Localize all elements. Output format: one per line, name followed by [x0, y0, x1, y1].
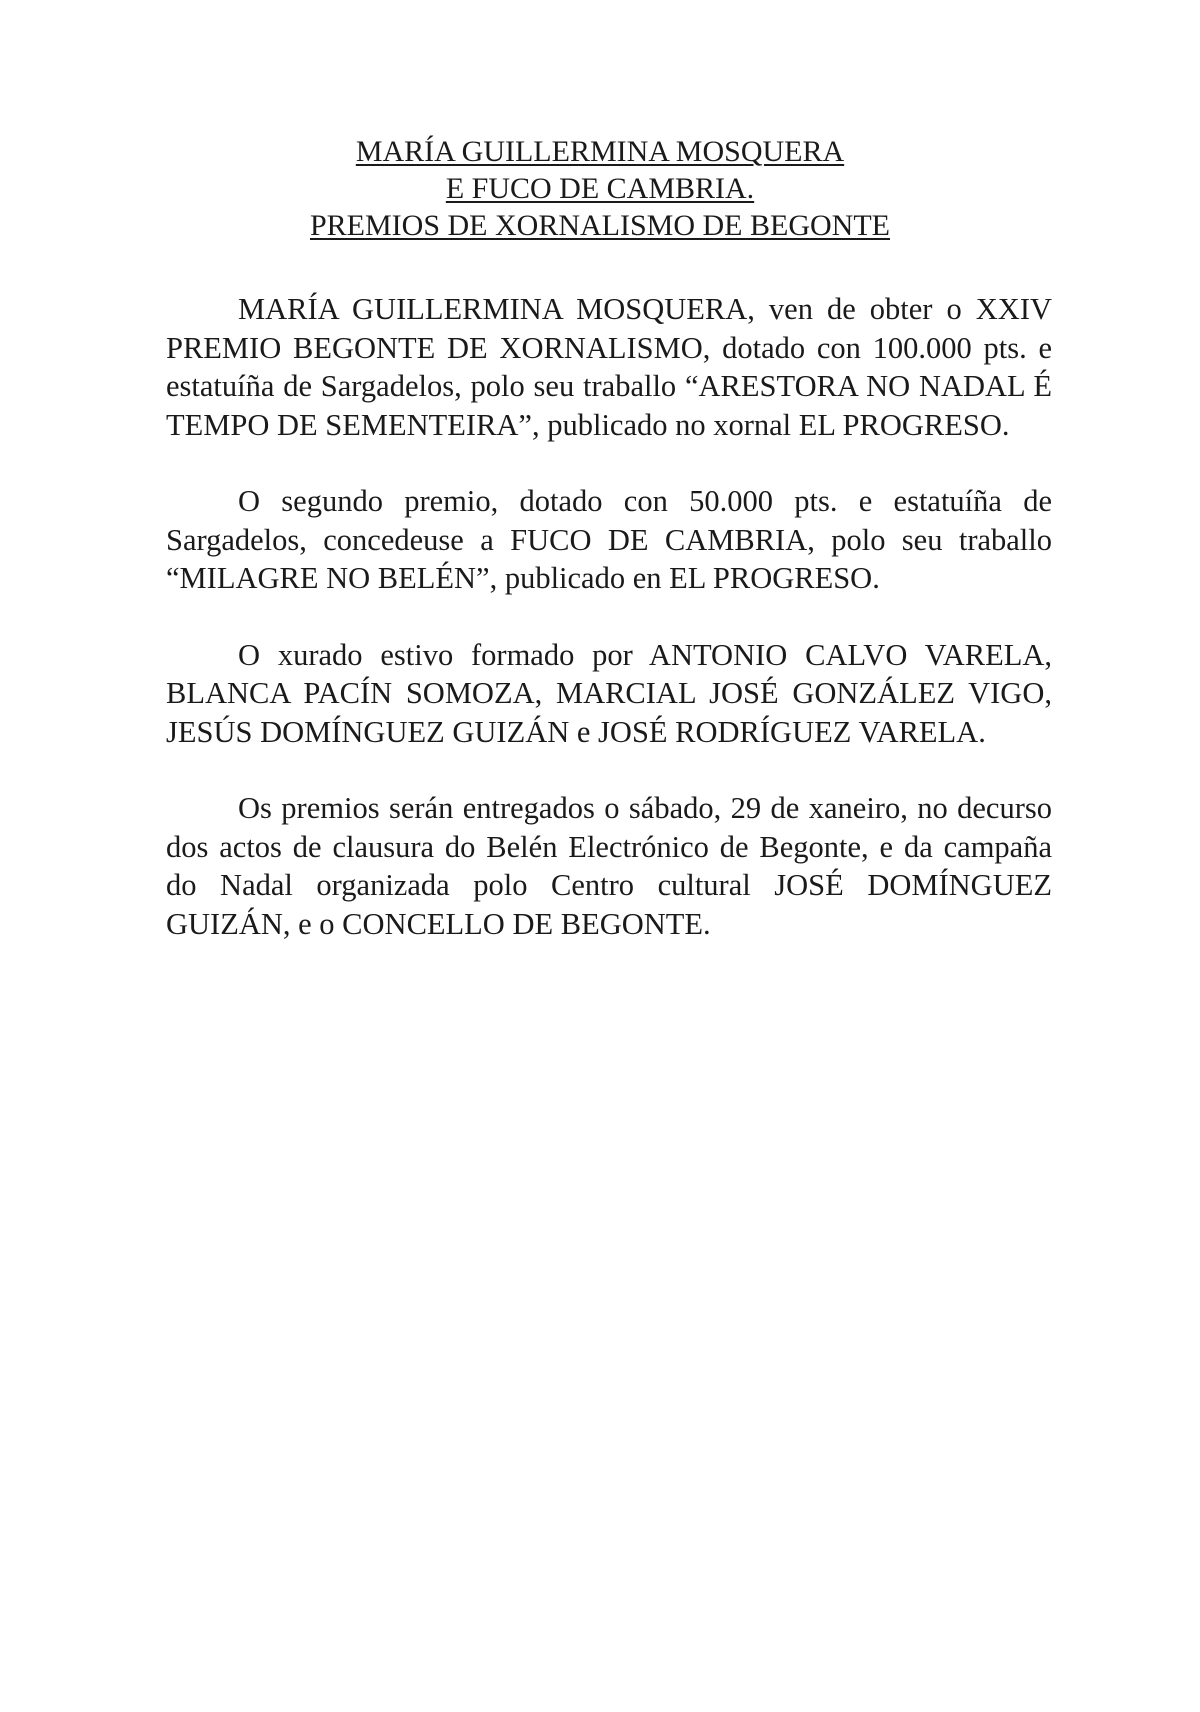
title-line-2: E FUCO DE CAMBRIA.	[445, 172, 755, 205]
document-body	[166, 290, 1052, 981]
document-title	[0, 133, 1200, 244]
title-line-1: MARÍA GUILLERMINA MOSQUERA	[355, 135, 845, 168]
paragraph-first-prize: MARÍA GUILLERMINA MOSQUERA, ven de obter o XXIV PREMIO BEGONTE DE XORNALISMO, dotado con 100.000 pts. e estatuíña de Sargadelos, polo seu traballo “ARESTORA NO NADAL É TEMPO DE SEMENTEIRA”, publicado no xornal EL PROGRESO.	[166, 292, 1052, 442]
paragraph-jury: O xurado estivo formado por ANTONIO CALVO VARELA, BLANCA PACÍN SOMOZA, MARCIAL JOSÉ GONZÁLEZ VIGO, JESÚS DOMÍNGUEZ GUIZÁN e JOSÉ RODRÍGUEZ VARELA.	[166, 637, 1052, 749]
title-line-3: PREMIOS DE XORNALISMO DE BEGONTE	[309, 209, 890, 242]
paragraph-second-prize: O segundo premio, dotado con 50.000 pts. e estatuíña de Sargadelos, concedeuse a FUCO DE CAMBRIA, polo seu traballo “MILAGRE NO BELÉN”, publicado en EL PROGRESO.	[166, 484, 1052, 595]
paragraph-ceremony: Os premios serán entregados o sábado, 29 de xaneiro, no decurso dos actos de clausura do Belén Electrónico de Begonte, e da campaña do Nadal organizada polo Centro cultural JOSÉ DOMÍNGUEZ GUIZÁN, e o CONCELLO DE BEGONTE.	[166, 791, 1052, 941]
